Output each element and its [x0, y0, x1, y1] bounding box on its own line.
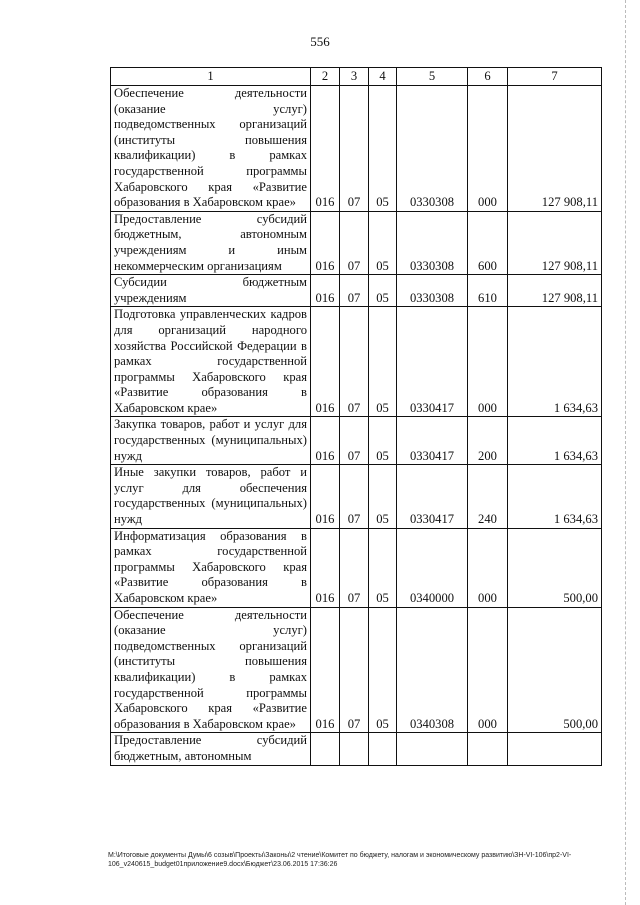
row-expense-type-code: 000	[468, 307, 508, 417]
table-row	[111, 607, 602, 733]
row-ministry-code	[311, 733, 340, 765]
row-name: Подготовка управленческих кадров для организаций народного хозяйства Российской Федерации в рамках государственной программы Хабаровского края «Развитие образования в Хабаровском крае»	[111, 307, 311, 417]
row-ministry-code: 016	[311, 211, 340, 274]
row-name: Иные закупки товаров, работ и услуг для обеспечения государственных (муниципальных) нужд	[111, 465, 311, 528]
table-row	[111, 86, 602, 212]
header-col-3: 3	[340, 68, 369, 86]
row-amount: 500,00	[508, 528, 602, 607]
row-expense-type-code: 200	[468, 417, 508, 465]
row-section-code: 07	[340, 86, 369, 212]
table-row	[111, 211, 602, 274]
row-amount: 1 634,63	[508, 307, 602, 417]
row-section-code: 07	[340, 607, 369, 733]
header-col-4: 4	[369, 68, 397, 86]
row-expense-type-code: 000	[468, 86, 508, 212]
row-expense-type-code: 600	[468, 211, 508, 274]
row-name: Предоставление субсидий бюджетным, автономным	[111, 733, 311, 765]
row-section-code: 07	[340, 528, 369, 607]
row-name: Субсидии бюджетным учреждениям	[111, 275, 311, 307]
row-ministry-code: 016	[311, 607, 340, 733]
row-subsection-code	[369, 733, 397, 765]
row-amount: 500,00	[508, 607, 602, 733]
row-subsection-code: 05	[369, 417, 397, 465]
row-amount	[508, 733, 602, 765]
row-target-code: 0330417	[397, 307, 468, 417]
header-col-7: 7	[508, 68, 602, 86]
row-amount: 127 908,11	[508, 211, 602, 274]
row-ministry-code: 016	[311, 307, 340, 417]
row-target-code: 0330308	[397, 86, 468, 212]
row-name: Обеспечение деятельности (оказание услуг) подведомственных организаций (институты повышения квалификации) в рамках государственной программы Хабаровского края «Развитие образования в Хабаровском крае»	[111, 86, 311, 212]
row-section-code: 07	[340, 417, 369, 465]
header-col-1: 1	[111, 68, 311, 86]
row-expense-type-code	[468, 733, 508, 765]
header-col-2: 2	[311, 68, 340, 86]
row-target-code: 0330417	[397, 417, 468, 465]
table-row	[111, 733, 602, 765]
row-name: Обеспечение деятельности (оказание услуг) подведомственных организаций (институты повышения квалификации) в рамках государственной программы Хабаровского края «Развитие образования в Хабаровском крае»	[111, 607, 311, 733]
table-row	[111, 307, 602, 417]
row-ministry-code: 016	[311, 86, 340, 212]
row-amount: 127 908,11	[508, 86, 602, 212]
row-section-code	[340, 733, 369, 765]
row-subsection-code: 05	[369, 211, 397, 274]
row-target-code: 0330308	[397, 275, 468, 307]
row-amount: 127 908,11	[508, 275, 602, 307]
row-target-code: 0330417	[397, 465, 468, 528]
row-expense-type-code: 240	[468, 465, 508, 528]
table-row	[111, 528, 602, 607]
row-ministry-code: 016	[311, 465, 340, 528]
table-header-row	[111, 68, 602, 86]
row-subsection-code: 05	[369, 307, 397, 417]
table-row	[111, 417, 602, 465]
table-row	[111, 465, 602, 528]
row-ministry-code: 016	[311, 275, 340, 307]
row-subsection-code: 05	[369, 275, 397, 307]
row-target-code	[397, 733, 468, 765]
row-ministry-code: 016	[311, 528, 340, 607]
row-name: Информатизация образования в рамках государственной программы Хабаровского края «Развитие образования в Хабаровском крае»	[111, 528, 311, 607]
row-target-code: 0330308	[397, 211, 468, 274]
page-margin-line	[625, 0, 626, 905]
row-target-code: 0340308	[397, 607, 468, 733]
row-expense-type-code: 000	[468, 528, 508, 607]
row-expense-type-code: 610	[468, 275, 508, 307]
row-subsection-code: 05	[369, 86, 397, 212]
row-name: Закупка товаров, работ и услуг для государственных (муниципальных) нужд	[111, 417, 311, 465]
row-name: Предоставление субсидий бюджетным, автономным учреждениям и иным некоммерческим организациям	[111, 211, 311, 274]
table-row	[111, 275, 602, 307]
row-section-code: 07	[340, 275, 369, 307]
page-number: 556	[310, 34, 330, 49]
row-expense-type-code: 000	[468, 607, 508, 733]
row-amount: 1 634,63	[508, 465, 602, 528]
row-target-code: 0340000	[397, 528, 468, 607]
header-col-6: 6	[468, 68, 508, 86]
file-path-footer: M:\Итоговые документы Думы\6 созыв\Проекты\Законы\2 чтение\Комитет по бюджету, налогам и экономическому развитию\ЗН-VI-106\пр2-VI-106_v240615_budget01приложение9.docx\Бюджет\23.06.2015 17:36:26	[108, 852, 572, 868]
row-section-code: 07	[340, 465, 369, 528]
row-subsection-code: 05	[369, 528, 397, 607]
budget-table	[110, 67, 602, 766]
row-section-code: 07	[340, 307, 369, 417]
row-subsection-code: 05	[369, 465, 397, 528]
row-subsection-code: 05	[369, 607, 397, 733]
row-amount: 1 634,63	[508, 417, 602, 465]
header-col-5: 5	[397, 68, 468, 86]
row-section-code: 07	[340, 211, 369, 274]
row-ministry-code: 016	[311, 417, 340, 465]
